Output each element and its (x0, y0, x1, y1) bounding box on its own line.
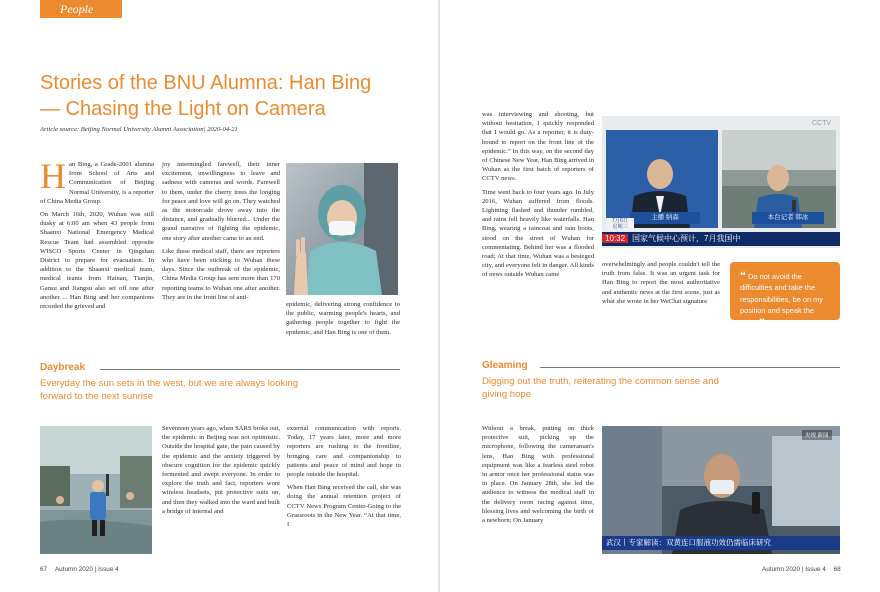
tv-screenshot-graphic (602, 116, 840, 248)
intro-column-1 (40, 156, 154, 315)
channel-logo: CCTV (812, 120, 832, 127)
gleaming-heading: Gleaming (482, 360, 528, 371)
anchor-caption: 主播 纳森 (630, 212, 700, 224)
daybreak-subtitle: Everyday the sun sets in the west, but we are always looking forward to the next sunrise (40, 378, 299, 402)
right-page (440, 0, 880, 592)
gleaming-subtitle: Digging out the truth, reiterating the common sense and giving hope (482, 376, 719, 400)
daybreak-paragraph: external communication with reports. Today, 17 years later, more and more reporters are rushing to the frontline, bringing care and companionship to patients and peace of mind and hope to people outside the hospital. (287, 425, 401, 479)
footer-right (762, 566, 841, 573)
intro-paragraph: Like these medical staff, there are reporters who have been sticking to Wuhan these days. Since the outbreak of the epidemic, China Media Group has sent more than 170 reporting teams to Wuhan one after another. They are in the front line of anti- (162, 247, 280, 301)
right-column-1 (482, 110, 594, 284)
daybreak-photo-graphic (40, 426, 152, 554)
ticker-time: 10:32 (602, 234, 628, 243)
intro-column-2 (162, 160, 280, 306)
right-paragraph: overwhelmingly and people couldn't tell the truth from false. It was an urgent task for Han Bing to report the most authoritative and authentic news at the first scene, just as what she wrote in her WeChat signature (602, 261, 720, 305)
daybreak-heading: Daybreak (40, 362, 86, 373)
portrait-photo (286, 163, 398, 295)
article-title-line2: — Chasing the Light on Camera (40, 98, 326, 120)
article-title-line1: Stories of the BNU Alumna: Han Bing (40, 72, 372, 94)
intro-column-3 (286, 300, 400, 341)
daybreak-column-2 (287, 424, 401, 533)
intro-paragraph: an Bing, a Grade-2001 alumna from School of Arts and Communication of Beijing Normal University, is a reporter of China Media Group. (40, 161, 154, 205)
interview-photo-graphic (602, 426, 840, 554)
interview-photo (602, 426, 840, 554)
date-tag (606, 218, 634, 230)
portrait-photo-graphic (286, 163, 398, 295)
interview-caption: 武汉丨专家解读：双黄连口服液功效仍需临床研究 (602, 536, 840, 550)
intro-paragraph: joy intermingled farewell, their inner excitement, unwillingness to leave and sadness with cameras and words. Farewell to them, under the cherry trees the longing for peace and love will go on. They watched as the motorcade drove away into the distance, and gradually blurred... Under the grand narrative of fighting the epidemic, one story after another came to an end. (162, 161, 280, 242)
intro-paragraph: epidemic, delivering strong confidence to the public, warming people's hearts, and gathering people together to fight the epidemic, and Han Bing is one of them. (286, 301, 400, 336)
article-source: Article source: Beijing Normal University Alumni Association| 2020-04-21 (40, 126, 238, 133)
channel-logo: 央视 新闻 (802, 430, 832, 440)
quote-close-mark: ” (758, 314, 765, 329)
news-ticker (602, 232, 840, 246)
section-tab-label: People (60, 2, 94, 16)
right-column-2 (602, 260, 720, 310)
ticker-text: 国家气候中心预计，7月我国中 (632, 234, 741, 243)
daybreak-photo (40, 426, 152, 554)
quote-open-mark: “ (740, 268, 746, 282)
right-paragraph: Time went back to four years ago. In July 2016, Wuhan suffered from floods. Lightning flashed and thunder rumbled, and rains fell heavily like waterfalls. Han Bing, wearing a raincoat and rain boots, stood on the street of Wuhan for commentating. Behind her was a flooded road; At that time, Wuhan was a besieged city, and everyone felt in danger. All kinds of news outside Wuhan came (482, 188, 594, 279)
date-tag-weekday: 星期三 (612, 224, 628, 230)
page-number: 68 (833, 566, 841, 573)
drop-cap: H (40, 156, 66, 196)
section-tab (40, 0, 122, 18)
section-divider (540, 367, 840, 368)
article-title (40, 70, 420, 122)
section-divider (100, 369, 400, 370)
tv-screenshot (602, 116, 840, 248)
daybreak-column-1 (162, 424, 280, 520)
quote-text: Do not avoid the difficulties and take the responsibilities, be on my position and speak the truth. (740, 272, 823, 328)
daybreak-paragraph: When Han Bing received the call, she was doing the annual retention project of CCTV News Program Center-Going to the Grassroots in the New Year. “At that time, I (287, 484, 401, 529)
pull-quote (730, 262, 840, 329)
page-number: 67 (40, 566, 48, 573)
issue-label: Autumn 2020 | Issue 4 (762, 566, 826, 573)
footer-left (40, 566, 119, 573)
intro-paragraph: On March 16th, 2020, Wuhan was still dusky at 6:00 am when 43 people from Shaanxi National Emergency Medical Rescue Team had assembled opposite WISCO Sports Center in Qingshan District to prepare for evacuation. In addition to the Shaanxi medical team, medical teams from Hainan, Tianjin, Gansu and Jiangsu also set off one after another ... Han Bing and her companions recorded the grieved and (40, 211, 154, 311)
daybreak-paragraph: Seventeen years ago, when SARS broke out, the epidemic in Beijing was not optimistic. Outside the hospital gate, the pain caused by the epidemic and the anxiety triggered by obscure cognition for the epidemic quickly fermented and swept everyone. In order to explore the truth and fact, reporters wore wireless headsets, put protective suits on, and then they walked into the ward and built a bridge of internal and (162, 425, 280, 515)
reporter-caption: 本台记者 韩冰 (752, 212, 824, 224)
date-tag-date: 7月6日 (611, 218, 629, 224)
issue-label: Autumn 2020 | Issue 4 (54, 566, 119, 573)
right-paragraph: was interviewing and shooting, but without hesitation, I quickly responded that I would go. As a reporter, it is duty-bound to report on the front line of the epidemic.” In this way, on the second day of Chinese New Year, Han Bing arrived in Wuhan as the first batch of reporters of CCTV news. (482, 111, 594, 183)
gleaming-paragraph: Without a break, putting on thick protective suit, picking up the microphone, following the cameraman's lens, Han Bing with professional equipment was like a fearless steel robot in armor once her professional status was in place. On January 28th, she led the audience to witness the medical staff in the delivery room racing against time, blessing lives and welcoming the birth of a newborn; On January (482, 425, 594, 525)
gleaming-column-1 (482, 424, 594, 529)
